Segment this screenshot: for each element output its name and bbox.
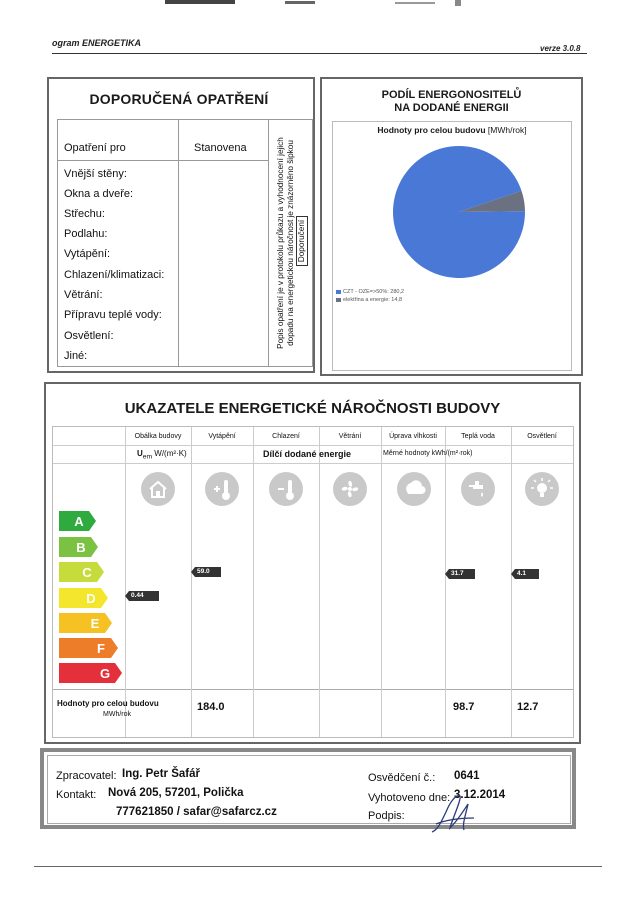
energy-class-d — [59, 587, 109, 607]
column-ventilation: Větrání — [338, 433, 362, 440]
contact-label: Kontakt: — [56, 789, 97, 801]
pie-slice — [393, 146, 525, 278]
grid-line — [53, 445, 573, 446]
footer-label: Hodnoty pro celou budovu — [57, 699, 159, 708]
pie-chart — [391, 144, 527, 280]
energy-class-c — [59, 561, 105, 581]
grid-line — [381, 427, 382, 737]
author-box — [40, 748, 576, 829]
measure-item: Vnější stěny: — [64, 168, 127, 180]
contact-phone-mail: 777621850 / safar@safarcz.cz — [116, 806, 277, 818]
energy-class-arrow — [59, 561, 105, 583]
column-envelope: Obálka budovy — [134, 433, 182, 440]
partial-energy-label: Dílčí dodané energie — [263, 449, 352, 459]
lighting-total: 12.7 — [517, 701, 539, 713]
legend-entry — [336, 288, 404, 296]
recommended-measures-panel — [47, 77, 315, 373]
grid-line — [253, 427, 254, 737]
humidity-icon — [397, 472, 431, 506]
pie-chart-area — [332, 121, 572, 371]
energy-class-arrow — [59, 536, 99, 558]
column-heating: Vytápění — [208, 433, 236, 440]
energy-class-letter: E — [90, 616, 100, 631]
legend-swatch — [336, 290, 341, 294]
certificate-label: Osvědčení č.: — [368, 772, 436, 784]
chart-title: Hodnoty pro celou budovu [MWh/rok] — [377, 125, 527, 135]
energy-class-letter: B — [76, 540, 86, 555]
measure-item: Vytápění: — [64, 248, 111, 260]
energy-class-e — [59, 612, 113, 632]
bulb-icon — [525, 472, 559, 506]
grid-line — [319, 427, 320, 737]
chart-legend — [336, 288, 404, 304]
water-tap-icon — [461, 472, 495, 506]
scan-artifact — [165, 0, 465, 8]
cooling-icon — [269, 472, 303, 506]
program-name: ogram ENERGETIKA — [52, 38, 142, 48]
legend-label: elektřina a energie: 14,8 — [343, 297, 403, 303]
specific-values-label: Měrné hodnoty kWh/(m²·rok) — [383, 450, 473, 457]
legend-entry — [336, 296, 404, 304]
measure-item: Přípravu teplé vody: — [64, 309, 162, 321]
energy-class-b — [59, 536, 99, 556]
fan-icon — [333, 472, 367, 506]
energy-class-g — [59, 662, 123, 682]
contact-address: Nová 205, 57201, Polička — [108, 787, 244, 799]
grid-line — [511, 427, 512, 737]
energy-class-letter: F — [97, 641, 105, 656]
footer-unit: MWh/rok — [103, 711, 131, 718]
energy-class-a — [59, 510, 97, 530]
energy-indicators-panel — [44, 382, 581, 744]
uem-label: $U_{em}$ W/(m²·K) — [137, 449, 187, 461]
processor-label: Zpracovatel: — [56, 770, 117, 782]
grid-line — [445, 427, 446, 737]
certificate-number: 0641 — [454, 770, 480, 782]
measure-item: Podlahu: — [64, 228, 108, 240]
legend-label: CZT - OZE=>50%: 280,2 — [343, 289, 405, 295]
energy-class-letter: G — [99, 666, 111, 681]
page-bottom-line — [34, 866, 602, 867]
grid-line — [53, 689, 573, 690]
house-icon — [141, 472, 175, 506]
grid-line — [191, 427, 192, 737]
heating-icon — [205, 472, 239, 506]
energy-class-letter: C — [82, 565, 92, 580]
vertical-note — [272, 124, 312, 362]
author-inner — [47, 755, 571, 824]
signature-label: Podpis: — [368, 810, 405, 822]
indicators-grid — [52, 426, 574, 738]
measure-item: Osvětlení: — [64, 330, 114, 342]
column-lighting: Osvětlení — [527, 433, 557, 440]
energy-class-arrow — [59, 510, 97, 532]
hot-water-total: 98.7 — [453, 701, 475, 713]
heating-total: 184.0 — [197, 701, 225, 713]
measure-item: Chlazení/klimatizaci: — [64, 269, 165, 281]
energy-class-letter: A — [74, 514, 84, 529]
measures-title: DOPORUČENÁ OPATŘENÍ — [89, 91, 269, 107]
hot-water-value-tag: 31.7 — [445, 569, 475, 579]
energy-class-arrow — [59, 662, 123, 684]
table-divider — [58, 160, 268, 161]
energy-class-arrow — [59, 637, 119, 659]
energy-class-letter: D — [86, 591, 96, 606]
column-header-determined: Stanovena — [194, 142, 247, 154]
column-cooling: Chlazení — [272, 433, 300, 440]
heating-value-tag: 59.0 — [191, 567, 221, 577]
measure-item: Jiné: — [64, 350, 88, 362]
energy-class-arrow — [59, 587, 109, 609]
measure-item: Okna a dveře: — [64, 188, 134, 200]
energy-class-f — [59, 637, 119, 657]
lighting-value-tag: 4.1 — [511, 569, 539, 579]
legend-swatch — [336, 298, 341, 302]
processor-name: Ing. Petr Šafář — [122, 768, 200, 780]
version-label: verze 3.0.8 — [540, 44, 581, 53]
envelope-value-tag: 0.44 — [125, 591, 159, 601]
date-value: 3.12.2014 — [454, 789, 506, 801]
indicators-title: UKAZATELE ENERGETICKÉ NÁROČNOSTI BUDOVY — [124, 400, 501, 417]
vertical-note-text: Popis opatření je v protokolu průkazu a vyhodnocení jejich dopadu na energetickou náročnost je znázorněno šipkou — [276, 137, 295, 349]
grid-line — [125, 427, 126, 737]
measure-item: Větrání: — [64, 289, 103, 301]
measures-table — [57, 119, 313, 367]
date-label: Vyhotoveno dne: — [368, 792, 451, 804]
column-hot-water: Teplá voda — [461, 433, 495, 440]
signature-image — [428, 790, 478, 836]
header-divider — [52, 53, 587, 54]
energy-share-panel — [320, 77, 583, 376]
grid-line — [53, 463, 573, 464]
recommendation-tag: Doporučení — [296, 216, 308, 266]
column-header-measure: Opatření pro — [64, 142, 126, 154]
table-divider — [178, 120, 179, 366]
table-divider — [268, 120, 269, 366]
column-humidity: Úprava vlhkosti — [389, 433, 437, 440]
measure-item: Střechu: — [64, 208, 105, 220]
share-title: PODÍL ENERGONOSITELŮ NA DODANÉ ENERGII — [381, 89, 522, 114]
energy-class-arrow — [59, 612, 113, 634]
